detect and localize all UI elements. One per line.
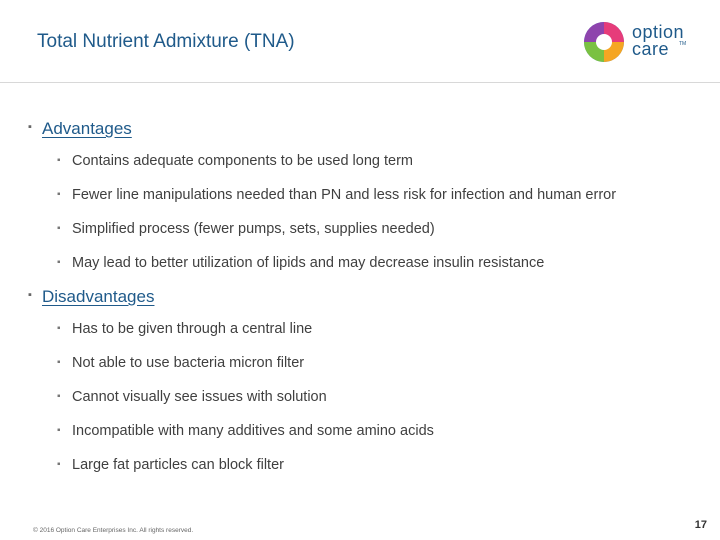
logo-word-option: option: [632, 22, 685, 42]
page-number: 17: [694, 519, 707, 531]
bullet-icon: ▪: [57, 257, 61, 268]
list-item: [57, 388, 708, 422]
bullet-icon: ▪: [28, 289, 32, 301]
list-item-text: Contains adequate components to be used long term: [72, 153, 413, 169]
list-item-text: Simplified process (fewer pumps, sets, supplies needed): [72, 221, 435, 237]
list-item: [57, 186, 708, 220]
list-item: [57, 422, 708, 456]
logo-word-care: care: [632, 39, 670, 59]
list-item-text: May lead to better utilization of lipids and may decrease insulin resistance: [72, 255, 545, 271]
slide-header: [0, 0, 720, 83]
section-disadvantages: [28, 286, 708, 490]
logo-mark-icon: [582, 20, 626, 64]
list-item: [57, 456, 708, 490]
disadvantages-list: [42, 320, 708, 490]
option-care-logo: [582, 20, 718, 68]
advantages-list: [42, 152, 708, 288]
list-item-text: Not able to use bacteria micron filter: [72, 355, 305, 371]
list-item: [57, 152, 708, 186]
list-item: [57, 220, 708, 254]
bullet-icon: ▪: [57, 323, 61, 334]
logo-trademark: TM: [679, 41, 687, 47]
copyright-footer: © 2016 Option Care Enterprises Inc. All rights reserved.: [33, 527, 194, 534]
bullet-icon: ▪: [57, 391, 61, 402]
section-heading: Disadvantages: [42, 287, 155, 306]
bullet-icon: ▪: [57, 357, 61, 368]
list-item-text: Fewer line manipulations needed than PN and less risk for infection and human error: [72, 187, 617, 203]
logo-wordmark: [632, 22, 687, 59]
list-item-text: Large fat particles can block filter: [72, 457, 284, 473]
section-heading: Advantages: [42, 119, 132, 138]
section-advantages: [28, 118, 708, 288]
list-item: [57, 320, 708, 354]
list-item-text: Incompatible with many additives and some amino acids: [72, 423, 434, 439]
bullet-icon: ▪: [28, 121, 32, 133]
list-item-text: Has to be given through a central line: [72, 321, 313, 337]
bullet-icon: ▪: [57, 459, 61, 470]
section-list: [28, 118, 708, 490]
bullet-icon: ▪: [57, 155, 61, 166]
bullet-icon: ▪: [57, 425, 61, 436]
slide-title: Total Nutrient Admixture (TNA): [37, 31, 295, 52]
bullet-icon: ▪: [57, 189, 61, 200]
bullet-icon: ▪: [57, 223, 61, 234]
list-item: [57, 254, 708, 288]
list-item-text: Cannot visually see issues with solution: [72, 389, 327, 405]
list-item: [57, 354, 708, 388]
